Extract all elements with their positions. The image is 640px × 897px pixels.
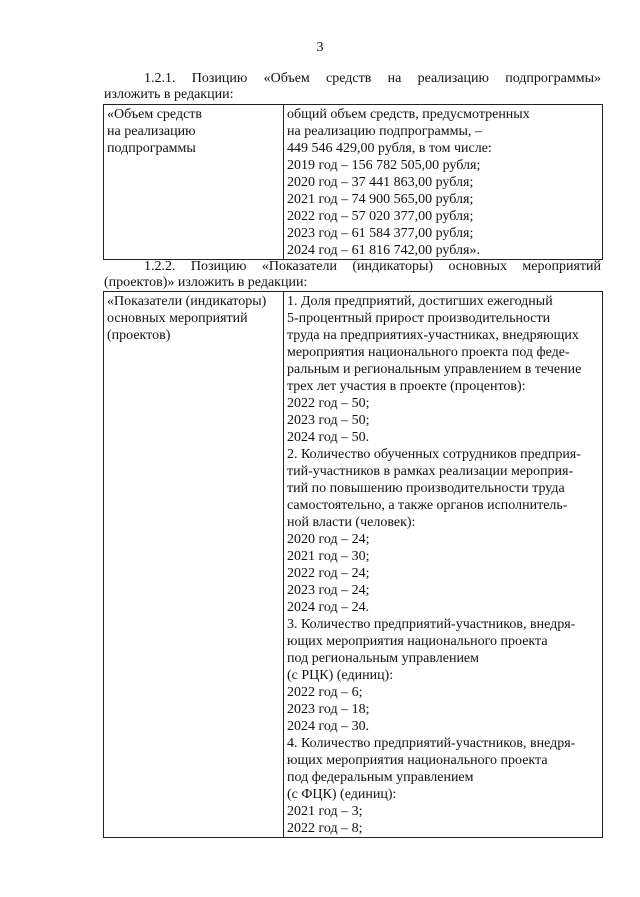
indicators-value-line: мероприятия национального проекта под феде- (287, 345, 570, 360)
indicators-value-line: 2022 год – 24; (287, 566, 370, 581)
indicators-value-line: 2020 год – 24; (287, 532, 370, 547)
funding-label-line: подпрограммы (107, 141, 196, 156)
paragraph-1-2-1-line-1: 1.2.1. Позицию «Объем средств на реализацию подпрограммы» (144, 71, 601, 86)
funding-value-line: 2024 год – 61 816 742,00 рубля». (287, 243, 480, 258)
indicators-value-line: 2024 год – 30. (287, 719, 370, 734)
indicators-value-line: 2022 год – 6; (287, 685, 363, 700)
funding-row (104, 105, 603, 260)
indicators-value-cell (284, 292, 603, 838)
funding-value-line: 449 546 429,00 рубля, в том числе: (287, 141, 492, 156)
indicators-value-line: ной власти (человек): (287, 515, 416, 530)
funding-label-cell (104, 105, 284, 260)
indicators-value-line: 2023 год – 24; (287, 583, 370, 598)
indicators-value-line: 2022 год – 8; (287, 821, 363, 836)
indicators-value-line: 4. Количество предприятий-участников, внедря- (287, 736, 576, 751)
indicators-value-line: тий по повышению производительности труда (287, 481, 565, 496)
indicators-value-line: 2021 год – 30; (287, 549, 370, 564)
indicators-value-line: 2023 год – 50; (287, 413, 370, 428)
paragraph-1-2-1 (104, 71, 601, 103)
indicators-value-line: 2024 год – 24. (287, 600, 370, 615)
indicators-value-line: 2024 год – 50. (287, 430, 370, 445)
indicators-value-line: 2. Количество обученных сотрудников предприя- (287, 447, 581, 462)
indicators-value-line: ральным и региональным управлением в течение (287, 362, 582, 377)
funding-value-line: 2019 год – 156 782 505,00 рубля; (287, 158, 481, 173)
indicators-value-line: под региональным управлением (287, 651, 480, 666)
funding-table (103, 104, 603, 260)
funding-value-line: 2022 год – 57 020 377,00 рубля; (287, 209, 474, 224)
indicators-row (104, 292, 603, 838)
indicators-value-line: (с РЦК) (единиц): (287, 668, 394, 683)
paragraph-1-2-2-line-1: 1.2.2. Позицию «Показатели (индикаторы) основных мероприятий (144, 259, 601, 274)
indicators-value-line: труда на предприятиях-участниках, внедряющих (287, 328, 579, 343)
funding-value-line: 2021 год – 74 900 565,00 рубля; (287, 192, 474, 207)
paragraph-1-2-1-line-2: изложить в редакции: (104, 87, 234, 102)
indicators-value-line: (с ФЦК) (единиц): (287, 787, 397, 802)
funding-value-cell (284, 105, 603, 260)
indicators-value-line: самостоятельно, а также органов исполнитель- (287, 498, 568, 513)
paragraph-1-2-2 (104, 259, 601, 291)
funding-label-line: «Объем средств (107, 107, 203, 122)
indicators-label-line: «Показатели (индикаторы) (107, 294, 267, 309)
indicators-label-line: (проектов) (107, 328, 171, 343)
indicators-value-line: под федеральным управлением (287, 770, 474, 785)
page-number: 3 (316, 40, 324, 55)
indicators-value-line: 2021 год – 3; (287, 804, 363, 819)
indicators-value-line: ющих мероприятия национального проекта (287, 753, 548, 768)
funding-value-line: 2023 год – 61 584 377,00 рубля; (287, 226, 474, 241)
indicators-value-line: 2022 год – 50; (287, 396, 370, 411)
indicators-value-line: 2023 год – 18; (287, 702, 370, 717)
indicators-value-line: 5-процентный прирост производительности (287, 311, 551, 326)
indicators-value-line: тий-участников в рамках реализации мероприя- (287, 464, 574, 479)
funding-value-line: на реализацию подпрограммы, – (287, 124, 482, 139)
indicators-value-line: 1. Доля предприятий, достигших ежегодный (287, 294, 553, 309)
indicators-label-cell (104, 292, 284, 838)
indicators-value-line: ющих мероприятия национального проекта (287, 634, 548, 649)
indicators-label-line: основных мероприятий (107, 311, 248, 326)
funding-value-line: общий объем средств, предусмотренных (287, 107, 530, 122)
indicators-table (103, 291, 603, 838)
paragraph-1-2-2-line-2: (проектов)» изложить в редакции: (104, 275, 308, 290)
funding-value-line: 2020 год – 37 441 863,00 рубля; (287, 175, 474, 190)
funding-label-line: на реализацию (107, 124, 196, 139)
indicators-value-line: 3. Количество предприятий-участников, внедря- (287, 617, 576, 632)
indicators-value-line: трех лет участия в проекте (процентов): (287, 379, 526, 394)
